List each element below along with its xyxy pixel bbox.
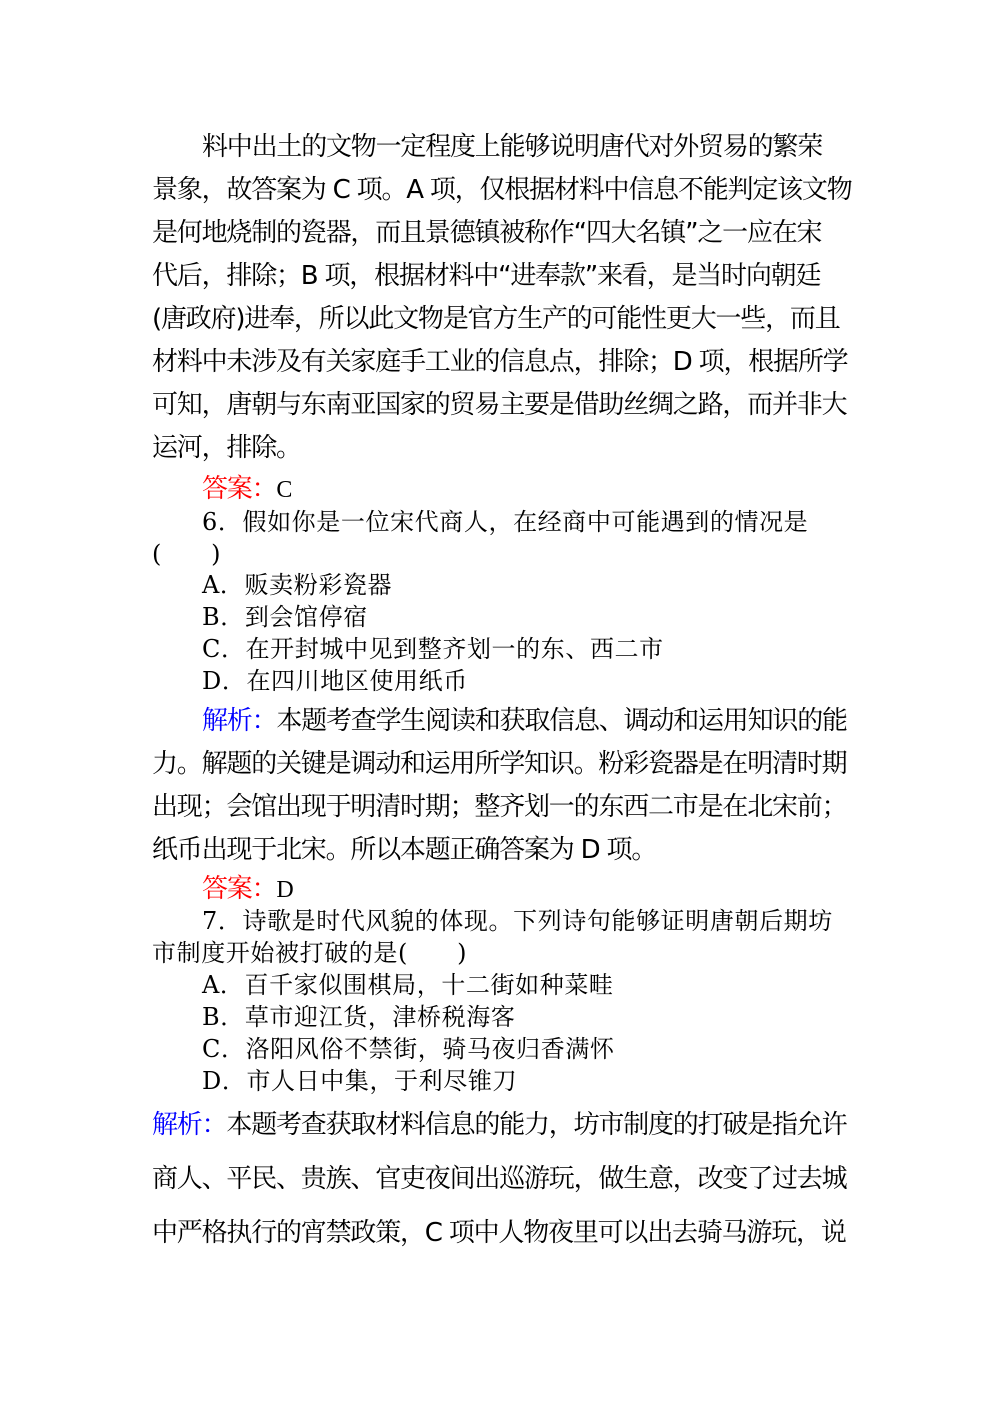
analysis-q6-line: 力。解题的关键是调动和运用所学知识。粉彩瓷器是在明清时期 [152,749,847,779]
question-7-option-a: A．百千家似围棋局，十二街如种菜畦 [202,971,614,999]
analysis-q6-line: 纸币出现于北宋。所以本题正确答案为 D 项。 [152,835,657,865]
explanation-line: 料中出土的文物一定程度上能够说明唐代对外贸易的繁荣 [202,132,823,162]
question-6-option-c: C．在开封城中见到整齐划一的东、西二市 [202,635,664,663]
explanation-line: (唐政府)进奉，所以此文物是官方生产的可能性更大一些，而且 [152,304,840,334]
explanation-line: 景象，故答案为 C 项。A 项，仅根据材料中信息不能判定该文物 [152,175,852,205]
explanation-line: 代后，排除；B 项，根据材料中“进奉款”来看，是当时向朝廷 [152,261,821,291]
analysis-q7-line: 中严格执行的宵禁政策，C 项中人物夜里可以出去骑马游玩，说 [152,1218,846,1248]
explanation-line: 可知，唐朝与东南亚国家的贸易主要是借助丝绸之路，而并非大 [152,390,847,420]
question-7-stem: 7．诗歌是时代风貌的体现。下列诗句能够证明唐朝后期坊 [202,907,833,935]
analysis-text: 本题考查获取材料信息的能力，坊市制度的打破是指允许 [226,1110,847,1140]
analysis-q7-line: 商人、平民、贵族、官吏夜间出巡游玩，做生意，改变了过去城 [152,1164,847,1194]
question-7-option-d: D．市人日中集，于利尽锥刀 [202,1067,518,1095]
explanation-line: 材料中未涉及有关家庭手工业的信息点，排除；D 项，根据所学 [152,347,848,377]
question-6-option-b: B．到会馆停宿 [202,603,368,631]
analysis-label: 解析： [202,706,277,736]
question-7-option-c: C．洛阳风俗不禁街，骑马夜归香满怀 [202,1035,615,1063]
explanation-line: 是何地烧制的瓷器，而且景德镇被称作“四大名镇”之一应在宋 [152,218,822,248]
answer-label: 答案： [202,474,277,504]
analysis-q6-line [202,700,847,737]
answer-value: C [276,477,294,503]
answer-label: 答案： [202,874,277,904]
question-7-option-b: B．草市迎江货，津桥税海客 [202,1003,516,1031]
answer-q5 [202,468,293,505]
question-6-option-d: D．在四川地区使用纸币 [202,667,468,695]
question-7-stem-cont: 市制度开始被打破的是( ) [152,939,468,967]
answer-q6 [202,868,294,905]
question-6-blank: ( ) [152,540,222,568]
analysis-q7-line [152,1104,846,1141]
analysis-q6-line: 出现；会馆出现于明清时期；整齐划一的东西二市是在北宋前； [152,792,847,822]
analysis-label: 解析： [152,1110,227,1140]
analysis-text: 本题考查学生阅读和获取信息、调动和运用知识的能 [276,706,847,736]
question-6-stem: 6．假如你是一位宋代商人，在经商中可能遇到的情况是 [202,508,809,536]
explanation-line: 运河，排除。 [152,433,301,463]
question-6-option-a: A．贩卖粉彩瓷器 [202,571,393,599]
answer-value: D [276,877,295,903]
